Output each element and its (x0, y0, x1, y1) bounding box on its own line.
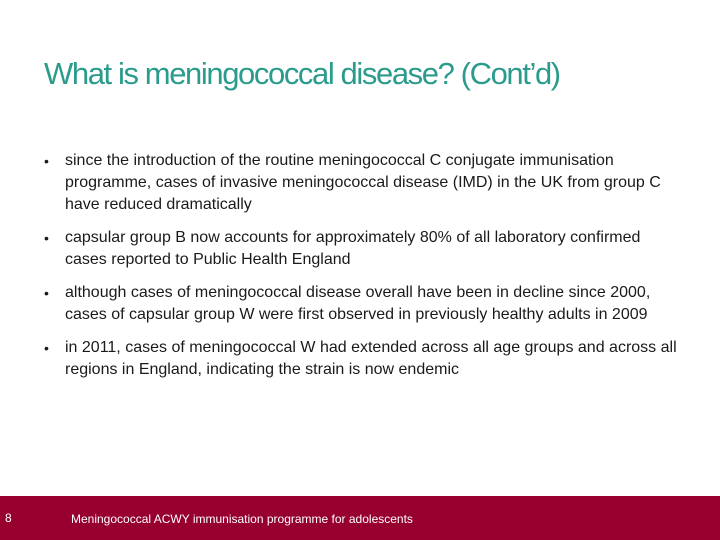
page-number: 8 (5, 511, 12, 525)
bullet-item (44, 227, 684, 271)
bullet-item (44, 337, 684, 381)
bullet-text: since the introduction of the routine meningococcal C conjugate immunisation programme, cases of invasive meningococcal disease (IMD) in the UK from group C have reduced dramatically (65, 152, 661, 213)
footer-text: Meningococcal ACWY immunisation programme for adolescents (71, 512, 413, 526)
bullet-item (44, 150, 684, 216)
bullet-dot: • (44, 230, 49, 246)
bullet-dot: • (44, 285, 49, 301)
bullet-text: in 2011, cases of meningococcal W had extended across all age groups and across all regions in England, indicating the strain is now endemic (65, 339, 677, 378)
bullet-list (44, 150, 684, 392)
page-title: What is meningococcal disease? (Cont’d) (44, 56, 560, 91)
bullet-item (44, 282, 684, 326)
bullet-text: capsular group B now accounts for approximately 80% of all laboratory confirmed cases reported to Public Health England (65, 229, 641, 268)
bullet-dot: • (44, 340, 49, 356)
bullet-text: although cases of meningococcal disease overall have been in decline since 2000, cases of capsular group W were first observed in previously healthy adults in 2009 (65, 284, 651, 323)
bullet-dot: • (44, 153, 49, 169)
footer-bar (0, 496, 720, 540)
